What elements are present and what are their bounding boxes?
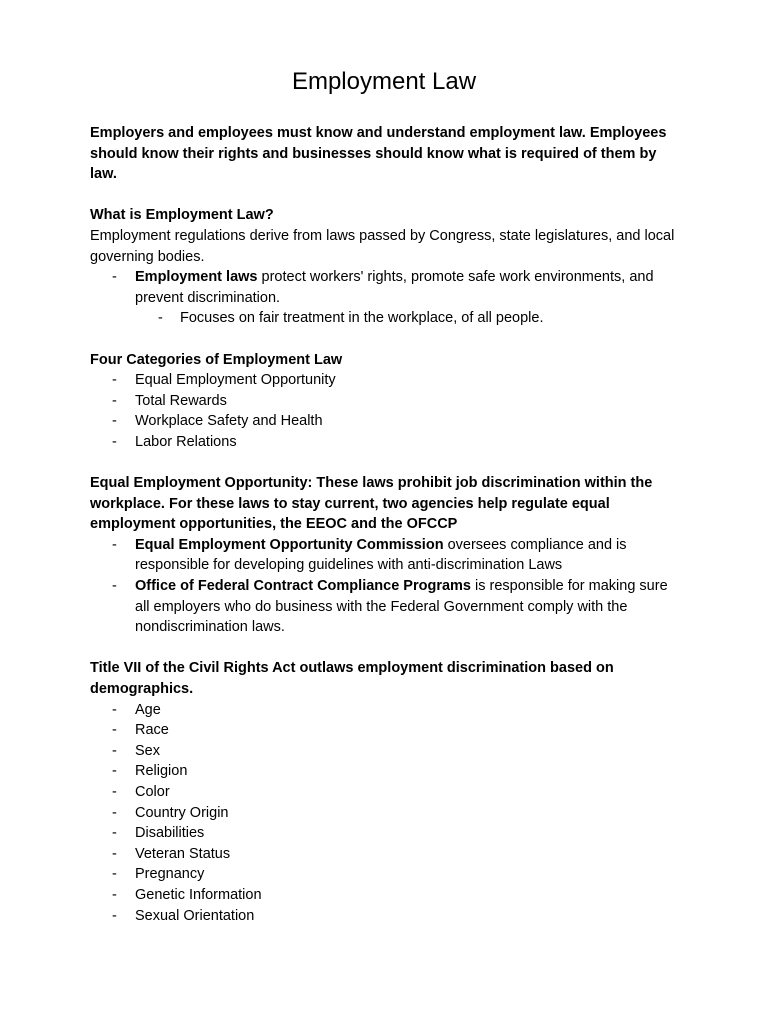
sub-list-item: - Focuses on fair treatment in the workplace, of all people. (90, 308, 678, 329)
document-title: Employment Law (291, 68, 477, 95)
list-item: - Age (90, 700, 678, 721)
list-item: - Race (90, 720, 678, 741)
section-title-vii (90, 658, 678, 926)
section-eeo (90, 473, 678, 638)
list-item: - Pregnancy (90, 864, 678, 885)
section-what-is (90, 205, 678, 329)
list-item: - Religion (90, 761, 678, 782)
bold-term: Equal Employment Opportunity Commission (135, 536, 444, 553)
bold-term: Office of Federal Contract Compliance Programs (135, 578, 471, 595)
bullet-text: protect workers' rights, promote safe work environments, and prevent discrimination. (135, 269, 654, 306)
list-item: - Workplace Safety and Health (90, 411, 678, 432)
bullet-text: is responsible for making sure all employers who do business with the Federal Government comply with the nondiscrimination laws. (135, 578, 668, 636)
list-item: - Color (90, 782, 678, 803)
intro-paragraph: Employers and employees must know and understand employment law. Employees should know their rights and businesses should know what is required of them by law. (90, 125, 667, 183)
section-text: Employment regulations derive from laws passed by Congress, state legislatures, and local governing bodies. (90, 227, 675, 265)
list-item: - Sexual Orientation (90, 906, 678, 927)
list-item: - Sex (90, 741, 678, 762)
bold-term: Employment laws (135, 269, 258, 286)
section-heading: Title VII of the Civil Rights Act outlaws employment discrimination based on demographics. (90, 660, 614, 698)
section-heading: Equal Employment Opportunity: These laws prohibit job discrimination within the workplace. For these laws to stay current, two agencies help regulate equal employment opportunities, the EEOC and the OFCCP (90, 475, 653, 533)
list-item: - Veteran Status (90, 844, 678, 865)
list-item: - Genetic Information (90, 885, 678, 906)
list-item: - Disabilities (90, 823, 678, 844)
list-item: - Equal Employment Opportunity (90, 370, 678, 391)
section-heading: What is Employment Law? (90, 207, 274, 224)
list-item (90, 267, 678, 308)
list-item: - Total Rewards (90, 391, 678, 412)
section-categories (90, 350, 678, 453)
section-heading: Four Categories of Employment Law (90, 351, 343, 368)
bullet-text: oversees compliance and is responsible for developing guidelines with anti-discrimination Laws (135, 536, 627, 574)
list-item: - Country Origin (90, 803, 678, 824)
list-item (90, 535, 678, 576)
list-item (90, 576, 678, 638)
list-item: - Labor Relations (90, 432, 678, 453)
